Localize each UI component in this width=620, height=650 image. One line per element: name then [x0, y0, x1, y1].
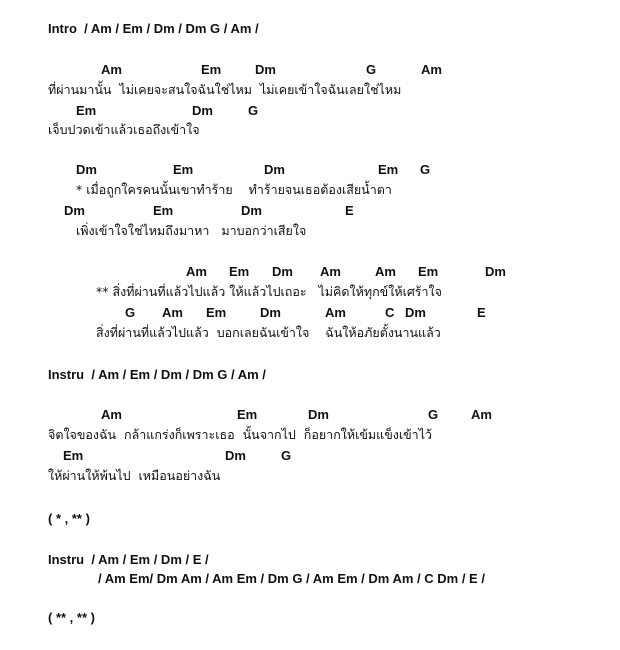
- instru-line: Instru / Am / Em / Dm / Dm G / Am /: [48, 367, 266, 382]
- repeat-marker: ( * , ** ): [48, 511, 90, 526]
- chord: Am: [325, 305, 346, 320]
- chord: Dm: [264, 162, 285, 177]
- chord: Dm: [225, 448, 246, 463]
- lyric-line: สิ่งที่ผ่านที่แล้วไปแล้ว บอกเลยฉันเข้าใจ ฉันให้อภัยตั้งนานแล้ว: [96, 325, 441, 340]
- lyric-line: ที่ผ่านมานั้น ไม่เคยจะสนใจฉันใช่ไหม ไม่เคยเข้าใจฉันเลยใช่ไหม: [48, 82, 402, 97]
- chord: Dm: [272, 264, 293, 279]
- chord: Em: [201, 62, 222, 77]
- chord: G: [366, 62, 377, 77]
- chord: Em: [206, 305, 227, 320]
- chord: E: [345, 203, 354, 218]
- chord: G: [428, 407, 439, 422]
- chord: Dm: [192, 103, 213, 118]
- chord: Am: [162, 305, 183, 320]
- chord: G: [281, 448, 292, 463]
- lyric-line: เจ็บปวดเข้าแล้วเธอถึงเข้าใจ: [48, 122, 200, 137]
- chord: E: [477, 305, 486, 320]
- chord: G: [125, 305, 136, 320]
- chord: Em: [237, 407, 258, 422]
- chord: Em: [229, 264, 250, 279]
- chord: Dm: [255, 62, 276, 77]
- chord: Am: [186, 264, 207, 279]
- lyric-line: ให้ผ่านให้พ้นไป เหมือนอย่างฉัน: [48, 468, 221, 483]
- chord: Am: [320, 264, 341, 279]
- chord: G: [420, 162, 431, 177]
- instru-line: Instru / Am / Em / Dm / E /: [48, 552, 209, 567]
- repeat-marker: ( ** , ** ): [48, 610, 95, 625]
- chord: Em: [418, 264, 439, 279]
- chord: G: [248, 103, 259, 118]
- lyric-line: เพิ่งเข้าใจใช่ไหมถึงมาหา มาบอกว่าเสียใจ: [76, 223, 307, 238]
- chord: Em: [378, 162, 399, 177]
- chord: Dm: [405, 305, 426, 320]
- chord: Am: [471, 407, 492, 422]
- chord: Em: [63, 448, 84, 463]
- instru-line-2: / Am Em/ Dm Am / Am Em / Dm G / Am Em / Dm Am / C Dm / E /: [98, 571, 485, 586]
- chord: Em: [153, 203, 174, 218]
- chord: Dm: [76, 162, 97, 177]
- chord: Em: [76, 103, 97, 118]
- chord: Dm: [64, 203, 85, 218]
- lyric-line: ** สิ่งที่ผ่านที่แล้วไปแล้ว ให้แล้วไปเถอะ ไม่คิดให้ทุกข์ให้เศร้าใจ: [96, 284, 442, 299]
- lyric-line: * เมื่อถูกใครคนนั้นเขาทำร้าย ทำร้ายจนเธอต้องเสียน้ำตา: [76, 182, 392, 197]
- chord: Am: [421, 62, 442, 77]
- chord: Em: [173, 162, 194, 177]
- intro-line: Intro / Am / Em / Dm / Dm G / Am /: [48, 21, 259, 36]
- chord: Dm: [241, 203, 262, 218]
- chord: Dm: [260, 305, 281, 320]
- chord: Dm: [308, 407, 329, 422]
- chord: Am: [101, 407, 122, 422]
- chord: Dm: [485, 264, 506, 279]
- chord: Am: [375, 264, 396, 279]
- chord: C: [385, 305, 395, 320]
- lyric-line: จิตใจของฉัน กล้าแกร่งก็เพราะเธอ นั้นจากไป ก็อยากให้เข้มแข็งเข้าไว้: [48, 427, 433, 442]
- chord: Am: [101, 62, 122, 77]
